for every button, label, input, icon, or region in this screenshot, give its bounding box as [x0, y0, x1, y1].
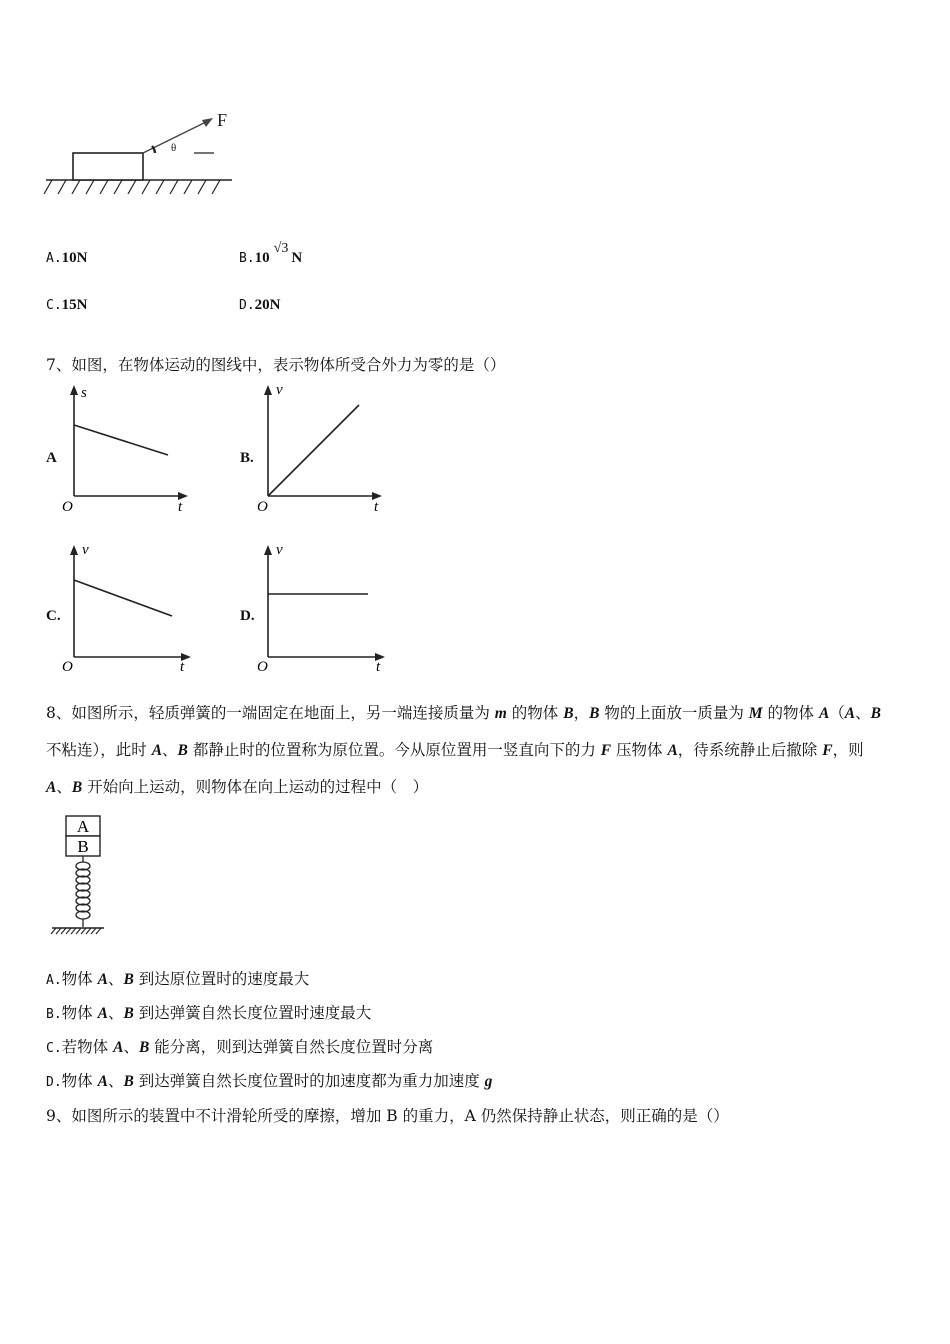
option-text: 20N [254, 297, 281, 313]
x-axis-label: t [376, 659, 381, 675]
option-letter: C. [46, 298, 62, 313]
origin-label: O [62, 499, 73, 515]
text: 物体 [61, 970, 98, 988]
q8-option-d[interactable] [46, 1063, 492, 1101]
var-b: B [71, 779, 83, 796]
var-a: A [818, 705, 830, 722]
var-b: B [563, 705, 574, 722]
x-axis-label: t [374, 499, 379, 515]
q7-graph-b-label[interactable]: B. [240, 450, 254, 466]
text: 都静止时的位置称为原位置。今从原位置用一竖直向下的力 [187, 741, 601, 759]
option-text: 10N [61, 250, 88, 266]
text: 到达弹簧自然长度位置时速度最大 [133, 1004, 372, 1022]
origin-label: O [257, 499, 268, 515]
angle-label: θ [171, 142, 177, 154]
text: 、 [107, 970, 124, 988]
var-b: B [123, 1073, 134, 1090]
text: 到达原位置时的速度最大 [133, 970, 310, 988]
spring-coil [76, 856, 90, 927]
q8-option-b[interactable] [46, 995, 371, 1033]
var-a: A [97, 971, 108, 988]
text: 的物体 [506, 704, 564, 722]
var-b: B [123, 971, 134, 988]
text: 的物体 [762, 704, 819, 722]
y-axis-label: v [276, 382, 283, 398]
text: （ [829, 704, 845, 722]
option-radical: √3 [273, 241, 289, 256]
option-letter: A. [46, 973, 62, 988]
option-letter: C. [46, 1041, 62, 1056]
text: ，待系统静止后撤除 [677, 741, 823, 759]
text: 、 [107, 1004, 124, 1022]
option-text: 15N [61, 297, 88, 313]
text: 、 [162, 741, 178, 759]
var-a: A [667, 742, 678, 759]
text: ，则 [832, 741, 864, 759]
text: 8、如图所示，轻质弹簧的一端固定在地面上，另一端连接质量为 [46, 704, 495, 722]
var-f: F [822, 742, 833, 759]
text: 若物体 [61, 1038, 114, 1056]
option-letter: D. [239, 298, 255, 313]
var-f: F [600, 742, 612, 759]
var-b: B [589, 705, 600, 722]
q7-graph-a-label[interactable]: A [46, 450, 57, 466]
text: 能分离，则到达弹簧自然长度位置时分离 [149, 1038, 434, 1056]
var-b: B [138, 1039, 150, 1056]
text: 物体 [61, 1072, 98, 1090]
var-a: A [97, 1005, 108, 1022]
text: 压物体 [611, 741, 668, 759]
y-axis-label: s [81, 385, 87, 401]
text: 到达弹簧自然长度位置时的加速度都为重力加速度 [133, 1072, 485, 1090]
x-axis-label: t [180, 659, 185, 675]
text: 物体 [61, 1004, 98, 1022]
var-a: A [113, 1039, 124, 1056]
text: ， [573, 704, 590, 722]
var-b: B [123, 1005, 134, 1022]
origin-label: O [62, 659, 73, 675]
text: 不粘连），此时 [46, 741, 152, 759]
var-a: A [97, 1073, 108, 1090]
var-m-upper: M [748, 705, 763, 722]
q8-option-c[interactable] [46, 1029, 433, 1067]
text: 、 [107, 1072, 124, 1090]
text: 、 [855, 704, 871, 722]
y-axis-label: v [82, 542, 89, 558]
force-label: F [217, 110, 228, 130]
var-a: A [844, 705, 856, 722]
option-letter: B. [239, 251, 255, 266]
option-letter: B. [46, 1007, 62, 1022]
var-a: A [46, 779, 57, 796]
text: 、 [123, 1038, 139, 1056]
y-axis-label: v [276, 542, 283, 558]
option-value: 10 [254, 250, 270, 266]
origin-label: O [257, 659, 268, 675]
var-a: A [151, 742, 163, 759]
var-g: g [484, 1073, 493, 1090]
text: 物的上面放一质量为 [599, 704, 749, 722]
var-b: B [870, 705, 881, 722]
q9-stem: 9、如图所示的装置中不计滑轮所受的摩擦，增加 B 的重力，A 仍然保持静止状态，则正确的是（） [46, 1107, 729, 1125]
q7-stem: 7、如图，在物体运动的图线中，表示物体所受合外力为零的是（） [46, 356, 506, 374]
option-letter: D. [46, 1075, 62, 1090]
var-m: m [494, 705, 507, 722]
q8-option-a[interactable] [46, 961, 309, 999]
option-unit: N [291, 250, 303, 266]
spring-base-ground [51, 928, 104, 934]
x-axis-label: t [178, 499, 183, 515]
block-a-label: A [76, 817, 90, 836]
text: 开始向上运动，则物体在向上运动的过程中（ ） [82, 778, 429, 796]
q7-graph-d-label[interactable]: D. [240, 608, 255, 624]
block-b-label: B [77, 837, 89, 856]
option-letter: A. [46, 251, 62, 266]
text: 、 [56, 778, 72, 796]
var-b: B [177, 742, 188, 759]
q7-graph-c-label[interactable]: C. [46, 608, 61, 624]
